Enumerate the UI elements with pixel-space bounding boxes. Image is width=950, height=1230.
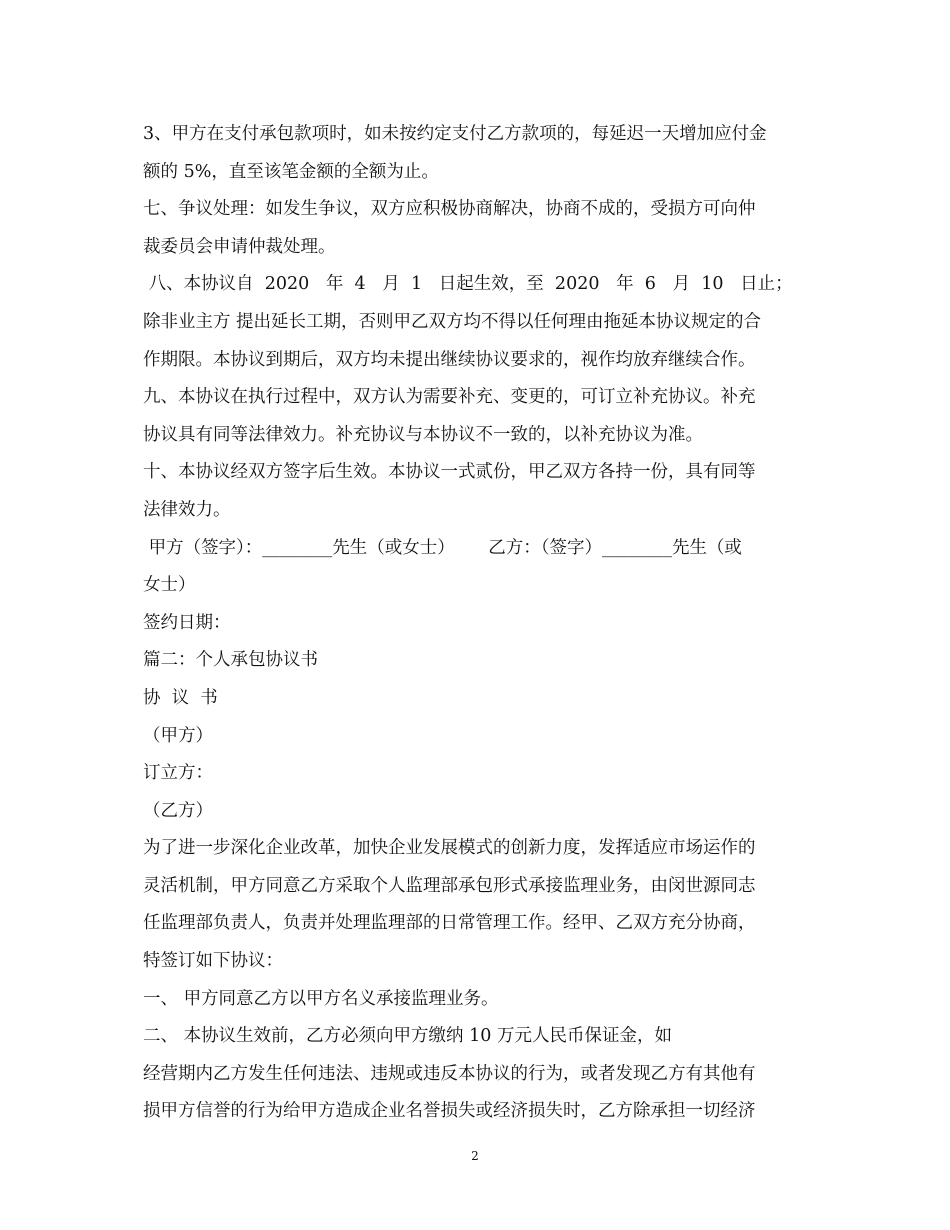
section-heading: 篇二：个人承包协议书: [143, 650, 318, 671]
page-number: 2: [471, 1149, 479, 1163]
document-title: 协 议 书: [143, 687, 218, 708]
text-line: 特签订如下协议：: [143, 951, 283, 972]
signing-date-label: 签约日期：: [143, 612, 231, 633]
party-a-label: （甲方）: [143, 725, 213, 746]
text-line: 法律效力。: [143, 499, 231, 520]
text-line: 八、本协议自 2020 年 4 月 1 日起生效，至 2020 年 6 月 10 日止；: [143, 274, 793, 295]
text-line: 损甲方信誉的行为给甲方造成企业名誉损失或经济损失时，乙方除承担一切经济: [143, 1101, 756, 1122]
text-line: 灵活机制，甲方同意乙方采取个人监理部承包形式承接监理业务，由闵世源同志: [143, 875, 756, 896]
text-line: 任监理部负责人，负责并处理监理部的日常管理工作。经甲、乙双方充分协商，: [143, 913, 756, 934]
text-line: 协议具有同等法律效力。补充协议与本协议不一致的，以补充协议为准。: [143, 424, 703, 445]
document-body: [143, 116, 813, 1131]
text-line: 经营期内乙方发生任何违法、违规或违反本协议的行为，或者发现乙方有其他有: [143, 1063, 756, 1084]
text-line: 为了进一步深化企业改革，加快企业发展模式的创新力度，发挥适应市场运作的: [143, 838, 756, 859]
text-line: 除非业主方 提出延长工期，否则甲乙双方均不得以任何理由拖延本协议规定的合: [143, 311, 762, 332]
text-line: 九、本协议在执行过程中，双方认为需要补充、变更的，可订立补充协议。补充: [143, 387, 756, 408]
text-line: 3、甲方在支付承包款项时，如未按约定支付乙方款项的，每延迟一天增加应付金: [143, 124, 767, 144]
text-line: 七、争议处理：如发生争议，双方应积极协商解决，协商不成的，受损方可向仲: [143, 199, 756, 220]
party-b-label: （乙方）: [143, 800, 213, 821]
signature-line: 甲方（签字）：________先生（或女士） 乙方：（签字）________先生（或: [143, 537, 742, 558]
text-line: 二、 本协议生效前，乙方必须向甲方缴纳 10 万元人民币保证金，如: [143, 1026, 672, 1047]
text-line: 女士）: [143, 575, 196, 596]
parties-label: 订立方：: [143, 763, 213, 784]
text-line: 裁委员会申请仲裁处理。: [143, 236, 336, 257]
text-line: 作期限。本协议到期后，双方均未提出继续协议要求的，视作均放弃继续合作。: [143, 349, 756, 370]
text-line: 一、 甲方同意乙方以甲方名义承接监理业务。: [143, 988, 499, 1009]
text-line: 十、本协议经双方签字后生效。本协议一式贰份，甲乙双方各持一份，具有同等: [143, 462, 756, 483]
text-line: 额的 5%，直至该笔金额的全额为止。: [143, 161, 439, 182]
